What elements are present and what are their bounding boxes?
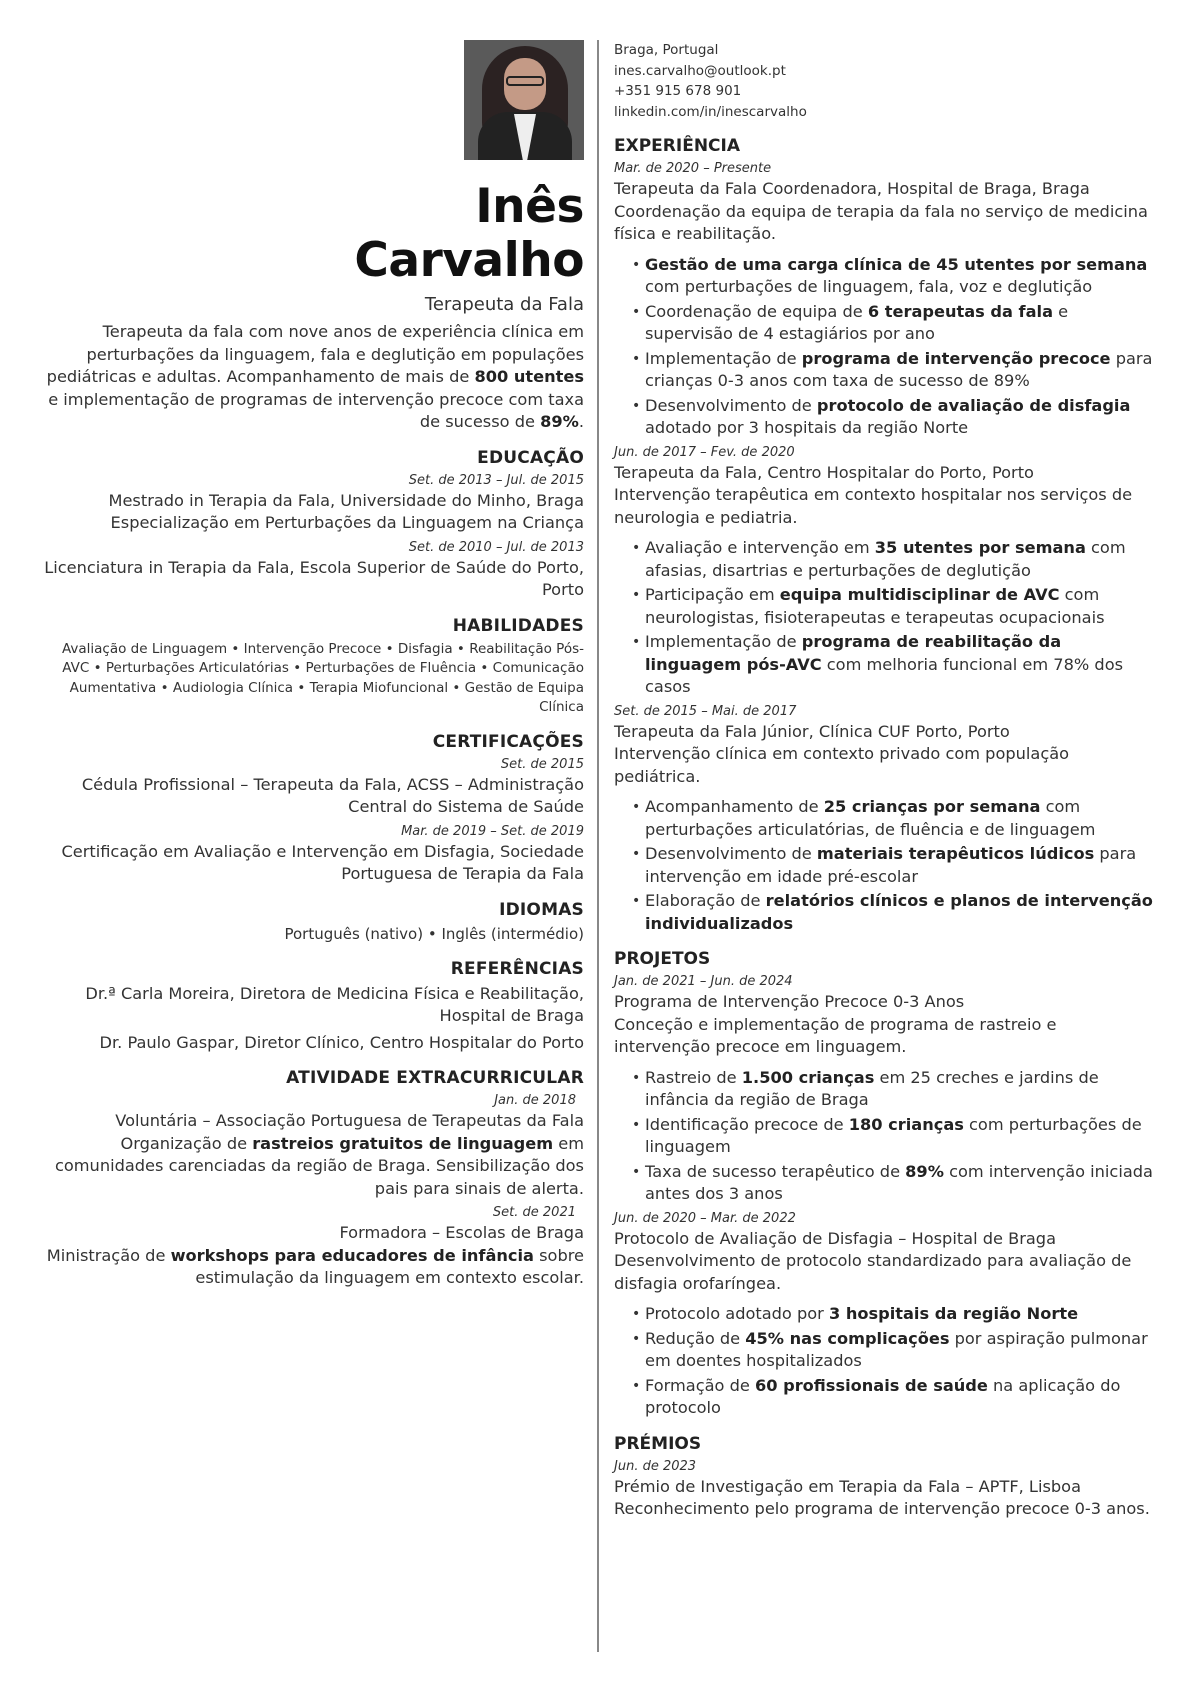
- languages-list: Português (nativo) • Inglês (intermédio): [284, 924, 584, 943]
- experience-item: Jun. de 2017 – Fev. de 2020 Terapeuta da Fala, Centro Hospitalar do Porto, Porto Intervenção terapêutica em contexto hospitalar nos serviços de neurologia e pediatria. • Avaliação e intervenção em 35 utentes por semana com afasias, disartrias e perturbações de deglutição • Participação em equipa multidisciplinar de AVC com neurologistas, fisioterapeutas e terapeutas ocupacionais • Implementação de programa de reabilitação da linguagem pós-AVC com melhoria funcional em 78% dos casos: [614, 444, 1154, 699]
- job-title: Terapeuta da Fala: [424, 294, 584, 315]
- summary: Terapeuta da fala com nove anos de experiência clínica em perturbações da linguagem, fala e deglutição em populações pediátricas e adultas. Acompanhamento de mais de 800 utentes e implementação de programas de intervenção precoce com taxa de sucesso de 89%.: [46, 322, 584, 431]
- bullet: • Rastreio de 1.500 crianças em 25 creches e jardins de infância da região de Braga: [632, 1067, 1154, 1112]
- contact-phone: +351 915 678 901: [614, 83, 742, 99]
- experience-title: EXPERIÊNCIA: [614, 136, 741, 156]
- bullet: • Protocolo adotado por 3 hospitais da região Norte: [632, 1303, 1154, 1326]
- bullet: • Avaliação e intervenção em 35 utentes por semana com afasias, disartrias e perturbações de deglutição: [632, 537, 1154, 582]
- projects-title: PROJETOS: [614, 949, 711, 969]
- education-item: Set. de 2010 – Jul. de 2013 Licenciatura in Terapia da Fala, Escola Superior de Saúde do Porto, Porto: [44, 539, 584, 599]
- bullet: • Gestão de uma carga clínica de 45 utentes por semana com perturbações de linguagem, fala, voz e deglutição: [632, 254, 1154, 299]
- bullet: • Desenvolvimento de materiais terapêuticos lúdicos para intervenção em idade pré-escolar: [632, 843, 1154, 888]
- bullet: • Identificação precoce de 180 crianças com perturbações de linguagem: [632, 1114, 1154, 1159]
- certification-item: Mar. de 2019 – Set. de 2019 Certificação em Avaliação e Intervenção em Disfagia, Sociedade Portuguesa de Terapia da Fala: [61, 823, 584, 883]
- education-title: EDUCAÇÃO: [477, 447, 584, 468]
- bullet: • Participação em equipa multidisciplinar de AVC com neurologistas, fisioterapeutas e terapeutas ocupacionais: [632, 584, 1154, 629]
- bullet: • Redução de 45% nas complicações por aspiração pulmonar em doentes hospitalizados: [632, 1328, 1154, 1373]
- bullet: • Implementação de programa de intervenção precoce para crianças 0-3 anos com taxa de sucesso de 89%: [632, 348, 1154, 393]
- languages-title: IDIOMAS: [499, 899, 584, 920]
- education-item: Set. de 2013 – Jul. de 2015 Mestrado in Terapia da Fala, Universidade do Minho, Braga Especialização em Perturbações da Linguagem na Criança: [108, 472, 584, 532]
- experience-item: Mar. de 2020 – Presente Terapeuta da Fala Coordenadora, Hospital de Braga, Braga Coordenação da equipa de terapia da fala no serviço de medicina física e reabilitação. • Gestão de uma carga clínica de 45 utentes por semana com perturbações de linguagem, fala, voz e deglutição • Coordenação de equipa de 6 terapeutas da fala e supervisão de 4 estagiários por ano • Implementação de programa de intervenção precoce para crianças 0-3 anos com taxa de sucesso de 89% • Desenvolvimento de protocolo de avaliação de disfagia adotado por 3 hospitais da região Norte: [614, 160, 1154, 440]
- bullet: • Acompanhamento de 25 crianças por semana com perturbações articulatórias, de fluência e de linguagem: [632, 796, 1154, 841]
- skills-title: HABILIDADES: [452, 615, 584, 636]
- profile-photo: [464, 40, 584, 160]
- contact-email[interactable]: ines.carvalho@outlook.pt: [614, 62, 786, 79]
- award-item: Jun. de 2023 Prémio de Investigação em Terapia da Fala – APTF, Lisboa Reconhecimento pelo programa de intervenção precoce 0-3 anos.: [614, 1458, 1150, 1518]
- reference-item: Dr.ª Carla Moreira, Diretora de Medicina Física e Reabilitação, Hospital de Braga: [85, 983, 584, 1025]
- bullet: • Elaboração de relatórios clínicos e planos de intervenção individualizados: [632, 890, 1154, 935]
- left-column: [44, 40, 584, 1290]
- skills-list: Avaliação de Linguagem • Intervenção Precoce • Disfagia • Reabilitação Pós-AVC • Perturbações Articulatórias • Perturbações de Fluência • Comunicação Aumentativa • Audiologia Clínica • Terapia Miofuncional • Gestão de Equipa Clínica: [61, 640, 584, 715]
- project-item: Jun. de 2020 – Mar. de 2022 Protocolo de Avaliação de Disfagia – Hospital de Braga Desenvolvimento de protocolo standardizado para avaliação de disfagia orofaríngea. • Protocolo adotado por 3 hospitais da região Norte • Redução de 45% nas complicações por aspiração pulmonar em doentes hospitalizados • Formação de 60 profissionais de saúde na aplicação do protocolo: [614, 1210, 1154, 1420]
- extracurricular-item: Jan. de 2018 Voluntária – Associação Portuguesa de Terapeutas da Fala Organização de rastreios gratuitos de linguagem em comunidades carenciadas da região de Braga. Sensibilização dos pais para sinais de alerta.: [54, 1093, 584, 1198]
- experience-item: Set. de 2015 – Mai. de 2017 Terapeuta da Fala Júnior, Clínica CUF Porto, Porto Intervenção clínica em contexto privado com população pediátrica. • Acompanhamento de 25 crianças por semana com perturbações articulatórias, de fluência e de linguagem • Desenvolvimento de materiais terapêuticos lúdicos para intervenção em idade pré-escolar • Elaboração de relatórios clínicos e planos de intervenção individualizados: [614, 703, 1154, 936]
- contact-location: Braga, Portugal: [614, 42, 719, 58]
- contact-linkedin[interactable]: linkedin.com/in/inescarvalho: [614, 103, 807, 120]
- bullet: • Formação de 60 profissionais de saúde na aplicação do protocolo: [632, 1375, 1154, 1420]
- bullet: • Desenvolvimento de protocolo de avaliação de disfagia adotado por 3 hospitais da região Norte: [632, 395, 1154, 440]
- extracurricular-item: Set. de 2021 Formadora – Escolas de Braga Ministração de workshops para educadores de infância sobre estimulação da linguagem em contexto escolar.: [46, 1205, 584, 1287]
- contact-block: [614, 40, 1154, 122]
- bullet: • Coordenação de equipa de 6 terapeutas da fala e supervisão de 4 estagiários por ano: [632, 301, 1154, 346]
- name-last: Carvalho: [354, 233, 584, 288]
- name-first: Inês: [475, 179, 584, 234]
- reference-item: Dr. Paulo Gaspar, Diretor Clínico, Centro Hospitalar do Porto: [99, 1032, 584, 1052]
- certifications-title: CERTIFICAÇÕES: [432, 731, 584, 752]
- bullet: • Implementação de programa de reabilitação da linguagem pós-AVC com melhoria funcional em 78% dos casos: [632, 631, 1154, 699]
- project-item: Jan. de 2021 – Jun. de 2024 Programa de Intervenção Precoce 0-3 Anos Conceção e implementação de programa de rastreio e intervenção precoce em linguagem. • Rastreio de 1.500 crianças em 25 creches e jardins de infância da região de Braga • Identificação precoce de 180 crianças com perturbações de linguagem • Taxa de sucesso terapêutico de 89% com intervenção iniciada antes dos 3 anos: [614, 973, 1154, 1206]
- references-title: REFERÊNCIAS: [450, 958, 584, 979]
- bullet: • Taxa de sucesso terapêutico de 89% com intervenção iniciada antes dos 3 anos: [632, 1161, 1154, 1206]
- awards-title: PRÉMIOS: [614, 1433, 702, 1454]
- column-divider: [597, 40, 599, 1652]
- extracurricular-title: ATIVIDADE EXTRACURRICULAR: [286, 1068, 584, 1088]
- right-column: [614, 40, 1154, 1521]
- certification-item: Set. de 2015 Cédula Profissional – Terapeuta da Fala, ACSS – Administração Central do Sistema de Saúde: [81, 756, 584, 816]
